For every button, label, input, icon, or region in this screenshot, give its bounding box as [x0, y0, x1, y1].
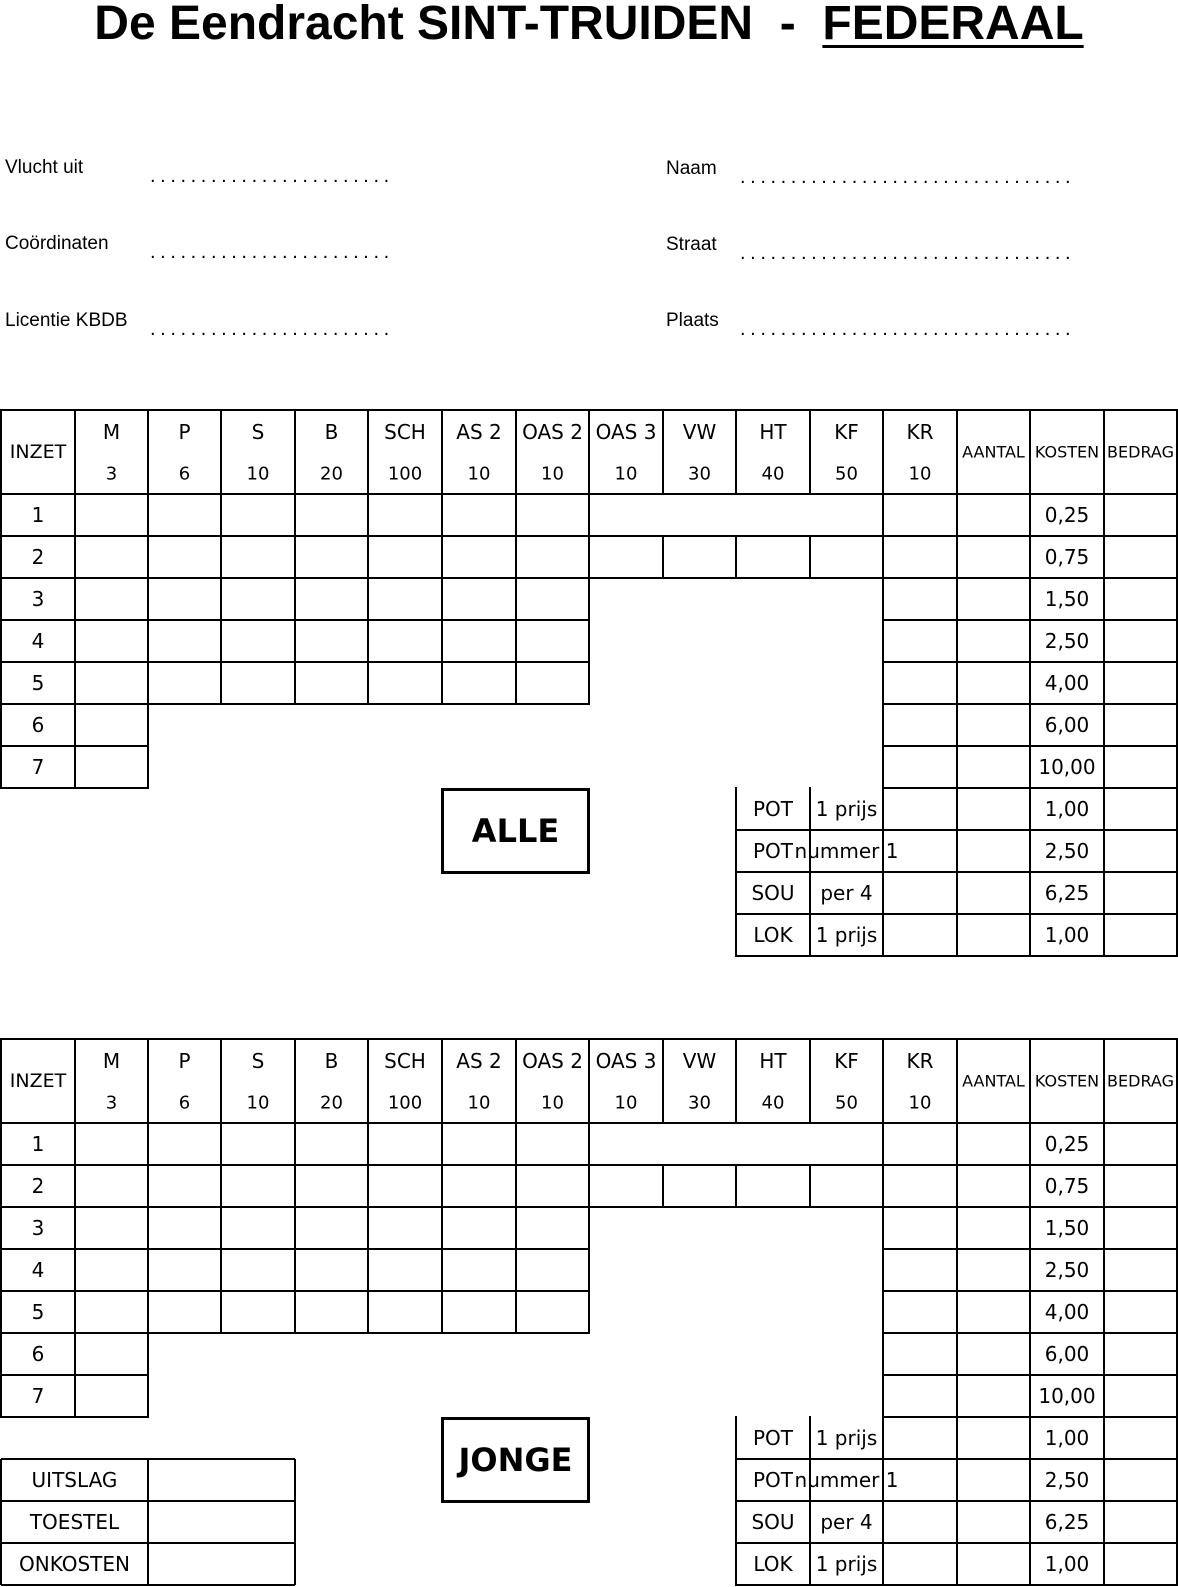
alle-extra-kosten: 2,50 — [1044, 839, 1090, 863]
alle-row-label: 6 — [31, 713, 45, 737]
jonge-header-s: S — [251, 1049, 265, 1073]
section-label-alle: ALLE — [441, 788, 590, 874]
grid-alle — [0, 410, 1178, 956]
alle-row-label: 2 — [31, 545, 45, 569]
jonge-header-as-2-value: 10 — [467, 1092, 491, 1114]
alle-header-sch-value: 100 — [387, 463, 423, 485]
alle-extra-desc: 1 prijs — [815, 923, 878, 947]
jonge-header-oas-3: OAS 3 — [595, 1049, 657, 1073]
jonge-header-ht-value: 40 — [761, 1092, 785, 1114]
field-dots-vlucht-uit[interactable]: ........................ — [150, 165, 394, 187]
alle-row-kosten: 0,75 — [1044, 545, 1090, 569]
jonge-header-inzet: INZET — [9, 1070, 67, 1092]
jonge-header-kr-value: 10 — [908, 1092, 932, 1114]
field-dots-plaats[interactable]: ................................. — [740, 318, 1076, 340]
alle-extra-kosten: 1,00 — [1044, 923, 1090, 947]
jonge-extra-desc: per 4 — [820, 1510, 873, 1534]
alle-row-kosten: 0,25 — [1044, 503, 1090, 527]
alle-header-kr-value: 10 — [908, 463, 932, 485]
jonge-header-b: B — [324, 1049, 339, 1073]
jonge-row-kosten: 0,75 — [1044, 1174, 1090, 1198]
alle-header-oas-3: OAS 3 — [595, 420, 657, 444]
field-label-vlucht-uit: Vlucht uit — [5, 157, 84, 178]
alle-header-p-value: 6 — [178, 463, 191, 485]
page-title — [0, 0, 1178, 52]
summary-label-toestel: TOESTEL — [29, 1510, 120, 1534]
field-label-licentie-kbdb: Licentie KBDB — [5, 310, 128, 331]
alle-header-aantal: AANTAL — [962, 442, 1025, 462]
jonge-row-kosten: 4,00 — [1044, 1300, 1090, 1324]
jonge-extra-kosten: 1,00 — [1044, 1552, 1090, 1576]
jonge-extra-kosten: 1,00 — [1044, 1426, 1090, 1450]
summary-label-uitslag: UITSLAG — [31, 1468, 118, 1492]
jonge-extra-desc: nummer 1 — [794, 1468, 899, 1492]
alle-header-oas-3-value: 10 — [614, 463, 638, 485]
alle-row-kosten: 4,00 — [1044, 671, 1090, 695]
alle-header-p: P — [178, 420, 191, 444]
jonge-header-m: M — [102, 1049, 121, 1073]
alle-extra-type: POT — [752, 797, 794, 821]
alle-row-label: 4 — [31, 629, 45, 653]
alle-header-ht: HT — [759, 420, 787, 444]
jonge-row-label: 7 — [31, 1384, 45, 1408]
jonge-header-b-value: 20 — [320, 1092, 343, 1114]
alle-row-kosten: 10,00 — [1038, 755, 1096, 779]
jonge-header-oas-3-value: 10 — [614, 1092, 638, 1114]
alle-header-kf-value: 50 — [835, 463, 858, 485]
alle-header-kf: KF — [834, 420, 859, 444]
jonge-header-ht: HT — [759, 1049, 787, 1073]
alle-header-ht-value: 40 — [761, 463, 785, 485]
jonge-extra-kosten: 6,25 — [1044, 1510, 1090, 1534]
jonge-row-label: 1 — [31, 1132, 45, 1156]
field-label-coordinaten: Coördinaten — [5, 233, 109, 254]
jonge-header-kf: KF — [834, 1049, 859, 1073]
alle-extra-type: SOU — [751, 881, 795, 905]
alle-header-vw: VW — [682, 420, 717, 444]
alle-extra-type: LOK — [753, 923, 793, 947]
alle-row-label: 3 — [31, 587, 45, 611]
alle-extra-type: POT — [752, 839, 794, 863]
alle-extra-desc: nummer 1 — [794, 839, 899, 863]
jonge-extra-type: LOK — [753, 1552, 793, 1576]
field-dots-licentie-kbdb[interactable]: ........................ — [150, 318, 394, 340]
jonge-header-s-value: 10 — [246, 1092, 270, 1114]
section-label-jonge: JONGE — [441, 1417, 590, 1503]
jonge-extra-desc: 1 prijs — [815, 1552, 878, 1576]
alle-row-kosten: 6,00 — [1044, 713, 1090, 737]
alle-header-bedrag: BEDRAG — [1107, 442, 1174, 462]
alle-header-m: M — [102, 420, 121, 444]
jonge-header-oas-2: OAS 2 — [522, 1049, 583, 1073]
jonge-header-vw-value: 30 — [688, 1092, 711, 1114]
alle-header-sch: SCH — [384, 420, 426, 444]
field-dots-straat[interactable]: ................................. — [740, 242, 1076, 264]
jonge-header-sch: SCH — [384, 1049, 426, 1073]
field-label-straat: Straat — [666, 234, 717, 255]
summary-table — [0, 1459, 300, 1587]
jonge-row-kosten: 0,25 — [1044, 1132, 1090, 1156]
jonge-header-vw: VW — [682, 1049, 717, 1073]
jonge-row-kosten: 10,00 — [1038, 1384, 1096, 1408]
alle-row-label: 5 — [31, 671, 45, 695]
field-dots-coordinaten[interactable]: ........................ — [150, 241, 394, 263]
jonge-header-p-value: 6 — [178, 1092, 191, 1114]
alle-header-b: B — [324, 420, 339, 444]
jonge-extra-type: POT — [752, 1468, 794, 1492]
jonge-header-bedrag: BEDRAG — [1107, 1071, 1174, 1091]
alle-header-kosten: KOSTEN — [1034, 442, 1100, 462]
alle-extra-kosten: 6,25 — [1044, 881, 1090, 905]
alle-extra-kosten: 1,00 — [1044, 797, 1090, 821]
alle-extra-desc: 1 prijs — [815, 797, 878, 821]
alle-header-m-value: 3 — [105, 463, 118, 485]
alle-header-s: S — [251, 420, 265, 444]
field-label-plaats: Plaats — [666, 310, 719, 331]
jonge-row-kosten: 6,00 — [1044, 1342, 1090, 1366]
alle-header-inzet: INZET — [9, 441, 67, 463]
jonge-header-aantal: AANTAL — [962, 1071, 1025, 1091]
alle-header-vw-value: 30 — [688, 463, 711, 485]
field-dots-naam[interactable]: ................................. — [740, 166, 1076, 188]
jonge-header-as-2: AS 2 — [456, 1049, 502, 1073]
alle-row-kosten: 1,50 — [1044, 587, 1090, 611]
jonge-row-label: 2 — [31, 1174, 45, 1198]
alle-header-kr: KR — [906, 420, 934, 444]
alle-row-label: 7 — [31, 755, 45, 779]
jonge-header-oas-2-value: 10 — [541, 1092, 564, 1114]
alle-header-oas-2: OAS 2 — [522, 420, 583, 444]
jonge-row-kosten: 1,50 — [1044, 1216, 1090, 1240]
alle-extra-desc: per 4 — [820, 881, 873, 905]
alle-header-oas-2-value: 10 — [541, 463, 564, 485]
jonge-header-kr: KR — [906, 1049, 934, 1073]
field-label-naam: Naam — [666, 158, 717, 179]
title-federaal: FEDERAAL — [822, 0, 1084, 50]
jonge-header-p: P — [178, 1049, 191, 1073]
alle-header-as-2: AS 2 — [456, 420, 502, 444]
jonge-header-sch-value: 100 — [387, 1092, 423, 1114]
alle-row-label: 1 — [31, 503, 45, 527]
jonge-header-kosten: KOSTEN — [1034, 1071, 1100, 1091]
jonge-extra-kosten: 2,50 — [1044, 1468, 1090, 1492]
jonge-extra-desc: 1 prijs — [815, 1426, 878, 1450]
jonge-row-label: 3 — [31, 1216, 45, 1240]
alle-row-kosten: 2,50 — [1044, 629, 1090, 653]
summary-label-onkosten: ONKOSTEN — [19, 1552, 130, 1576]
jonge-extra-type: SOU — [751, 1510, 795, 1534]
alle-header-b-value: 20 — [320, 463, 343, 485]
jonge-row-kosten: 2,50 — [1044, 1258, 1090, 1282]
jonge-row-label: 6 — [31, 1342, 45, 1366]
alle-header-s-value: 10 — [246, 463, 270, 485]
jonge-header-m-value: 3 — [105, 1092, 118, 1114]
title-main: De Eendracht SINT-TRUIDEN - — [94, 0, 823, 50]
alle-header-as-2-value: 10 — [467, 463, 491, 485]
jonge-row-label: 4 — [31, 1258, 45, 1282]
jonge-header-kf-value: 50 — [835, 1092, 858, 1114]
jonge-extra-type: POT — [752, 1426, 794, 1450]
jonge-row-label: 5 — [31, 1300, 45, 1324]
